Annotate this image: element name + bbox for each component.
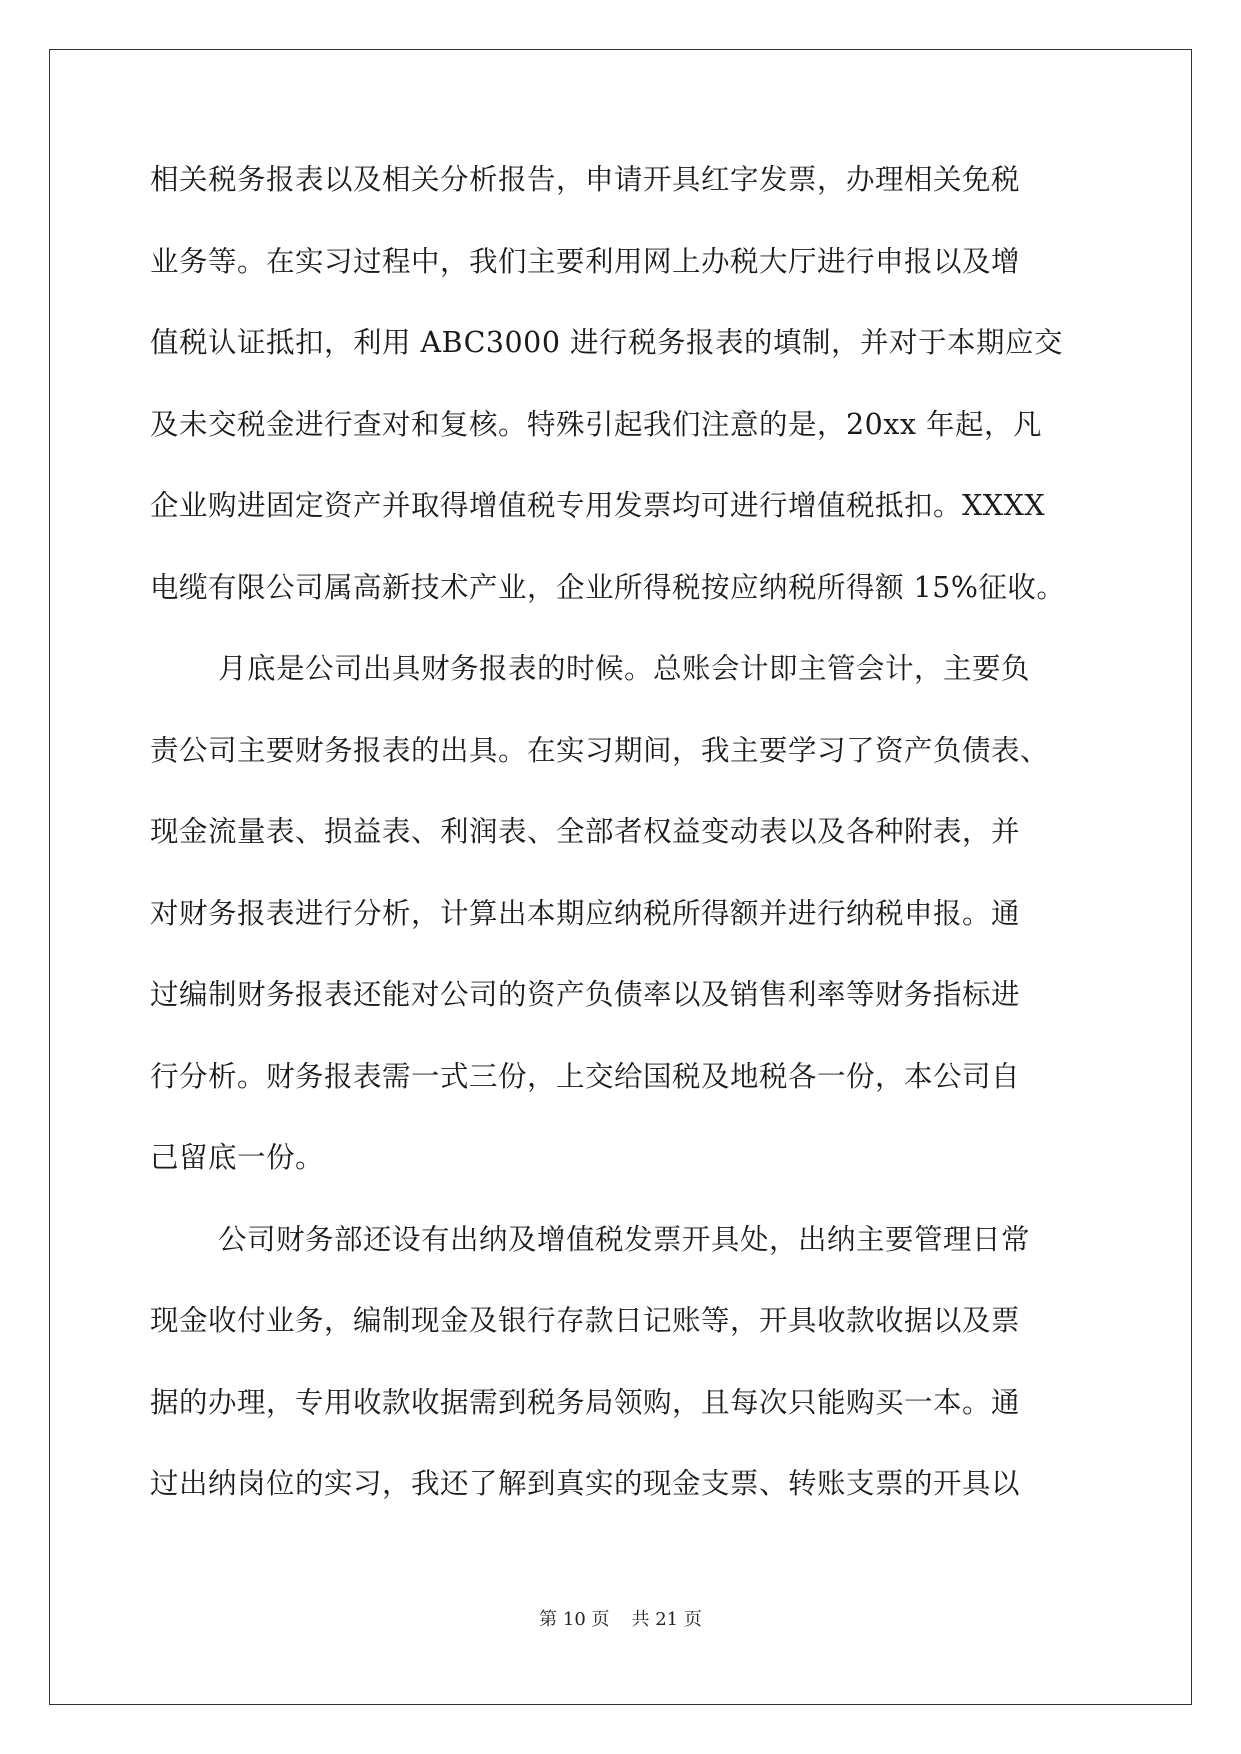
page-footer — [0, 1608, 1241, 1632]
text-line: 企业购进固定资产并取得增值税专用发票均可进行增值税抵扣。XXXX — [150, 489, 1046, 522]
text-line: 值税认证抵扣，利用 ABC3000 进行税务报表的填制，并对于本期应交 — [150, 326, 1064, 359]
text-line: 对财务报表进行分析，计算出本期应纳税所得额并进行纳税申报。通 — [150, 896, 1021, 930]
page-number: 第 10 页 — [539, 1609, 610, 1630]
text-line: 过编制财务报表还能对公司的资产负债率以及销售利率等财务指标进 — [150, 978, 1021, 1011]
text-line: 行分析。财务报表需一式三份，上交给国税及地税各一份，本公司自 — [150, 1059, 1021, 1093]
paragraph-start-line: 公司财务部还设有出纳及增值税发票开具处，出纳主要管理日常 — [218, 1222, 1031, 1256]
text-line: 现金流量表、损益表、利润表、全部者权益变动表以及各种附表，并 — [150, 815, 1021, 848]
text-line: 业务等。在实习过程中，我们主要利用网上办税大厅进行申报以及增 — [150, 244, 1021, 278]
page-total: 共 21 页 — [631, 1609, 702, 1630]
text-line: 过出纳岗位的实习，我还了解到真实的现金支票、转账支票的开具以 — [150, 1467, 1021, 1500]
text-line: 电缆有限公司属高新技术产业，企业所得税按应纳税所得额 15%征收。 — [150, 570, 1066, 604]
paragraph-start-line: 月底是公司出具财务报表的时候。总账会计即主管会计，主要负 — [218, 652, 1031, 685]
text-line: 及未交税金进行查对和复核。特殊引起我们注意的是，20xx 年起，凡 — [150, 407, 1042, 441]
body-text — [150, 160, 1095, 1546]
text-line: 责公司主要财务报表的出具。在实习期间，我主要学习了资产负债表、 — [150, 733, 1050, 767]
text-line: 现金收付业务，编制现金及银行存款日记账等，开具收款收据以及票 — [150, 1304, 1021, 1337]
text-line: 据的办理，专用收款收据需到税务局领购，且每次只能购买一本。通 — [150, 1385, 1021, 1419]
text-line: 相关税务报表以及相关分析报告，申请开具红字发票，办理相关免税 — [150, 163, 1021, 196]
text-line: 己留底一份。 — [150, 1141, 325, 1174]
